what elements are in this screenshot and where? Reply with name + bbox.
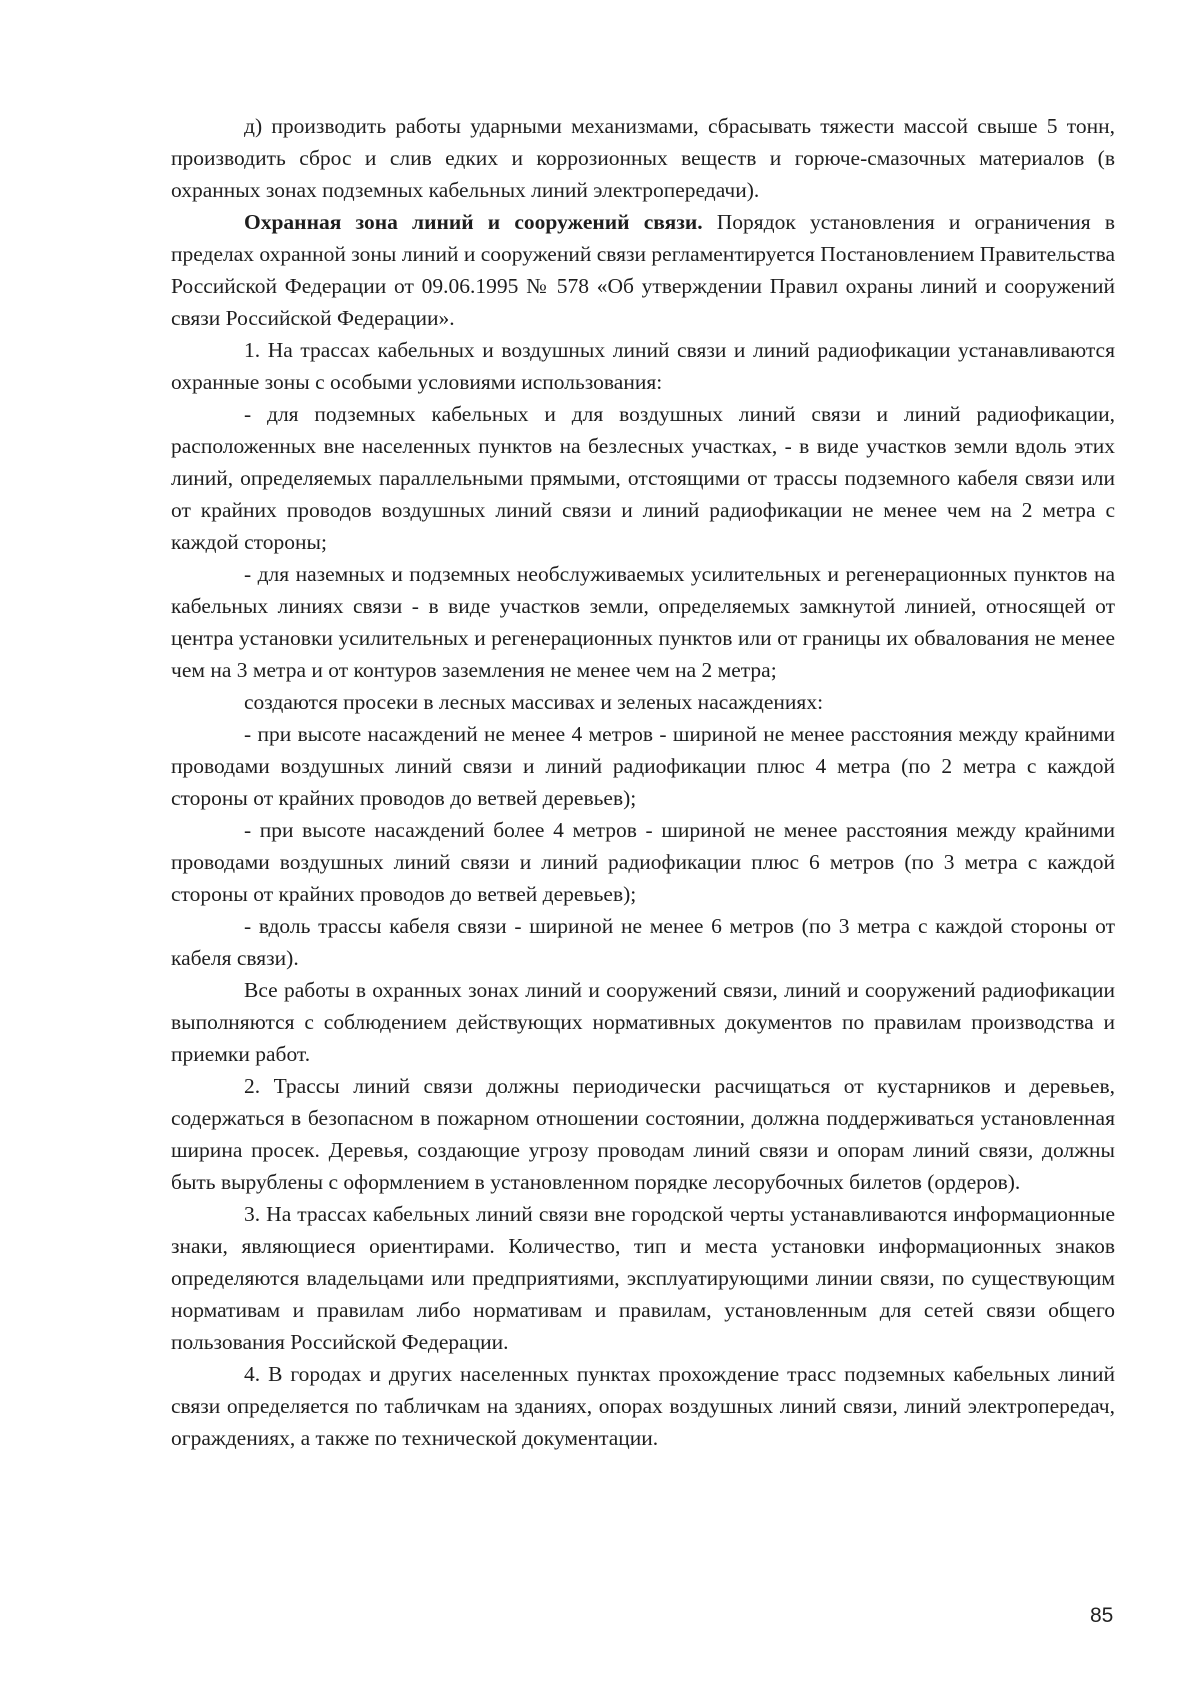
- paragraph-works: Все работы в охранных зонах линий и сооружений связи, линий и сооружений радиофикации выполняются с соблюдением действующих нормативных документов по правилам производства и приемки работ.: [171, 978, 1115, 1066]
- list-item-cable-route: - вдоль трассы кабеля связи - шириной не менее 6 метров (по 3 метра с каждой стороны от кабеля связи).: [171, 914, 1115, 970]
- section-heading: Охранная зона линий и сооружений связи.: [244, 210, 703, 234]
- paragraph-item-d: д) производить работы ударными механизмами, сбрасывать тяжести массой свыше 5 тонн, производить сброс и слив едких и коррозионных веществ и горюче-смазочных материалов (в охранных зонах подземных кабельных линий электропередачи).: [171, 114, 1115, 202]
- page-number: 85: [1090, 1604, 1114, 1627]
- body-text: [171, 110, 1115, 1454]
- paragraph-4: 4. В городах и других населенных пунктах прохождение трасс подземных кабельных линий связи определяется по табличкам на зданиях, опорах воздушных линий связи, линий электропередач, ограждениях, а также по технической документации.: [171, 1362, 1115, 1450]
- list-item-underground-lines: - для подземных кабельных и для воздушных линий связи и линий радиофикации, расположенных вне населенных пунктов на безлесных участках, - в виде участков земли вдоль этих линий, определяемых параллельными прямыми, отстоящими от трассы подземного кабеля связи или от крайних проводов воздушных линий связи и линий радиофикации не менее чем на 2 метра с каждой стороны;: [171, 402, 1115, 554]
- paragraph-3: 3. На трассах кабельных линий связи вне городской черты устанавливаются информационные знаки, являющиеся ориентирами. Количество, тип и места установки информационных знаков определяются владельцами или предприятиями, эксплуатирующими линии связи, по существующим нормативам и правилам либо нормативам и правилам, установленным для сетей связи общего пользования Российской Федерации.: [171, 1202, 1115, 1354]
- paragraph-text: Порядок установления и ограничения в пределах охранной зоны линий и сооружений связи регламентируется Постановлением Правительства Российской Федерации от 09.06.1995 № 578 «Об утверждении Правил охраны линий и сооружений связи Российской Федерации».: [171, 210, 1115, 330]
- list-item-height-4m-min: - при высоте насаждений не менее 4 метров - шириной не менее расстояния между крайними проводами воздушных линий связи и линий радиофикации плюс 4 метра (по 2 метра с каждой стороны от крайних проводов до ветвей деревьев);: [171, 722, 1115, 810]
- list-item-amplifier-points: - для наземных и подземных необслуживаемых усилительных и регенерационных пунктов на кабельных линиях связи - в виде участков земли, определяемых замкнутой линией, относящей от центра установки усилительных и регенерационных пунктов или от границы их обвалования не менее чем на 3 метра и от контуров заземления не менее чем на 2 метра;: [171, 562, 1115, 682]
- paragraph-clearings: создаются просеки в лесных массивах и зеленых насаждениях:: [244, 690, 824, 714]
- paragraph-2: 2. Трассы линий связи должны периодически расчищаться от кустарников и деревьев, содержаться в безопасном в пожарном отношении состоянии, должна поддерживаться установленная ширина просек. Деревья, создающие угрозу проводам линий связи и опорам линий связи, должны быть вырублены с оформлением в установленном порядке лесорубочных билетов (ордеров).: [171, 1074, 1115, 1194]
- paragraph-communication-zone: [171, 206, 1115, 334]
- list-item-height-over-4m: - при высоте насаждений более 4 метров - шириной не менее расстояния между крайними проводами воздушных линий связи и линий радиофикации плюс 6 метров (по 3 метра с каждой стороны от крайних проводов до ветвей деревьев);: [171, 818, 1115, 906]
- paragraph-1: 1. На трассах кабельных и воздушных линий связи и линий радиофикации устанавливаются охранные зоны с особыми условиями использования:: [171, 338, 1115, 394]
